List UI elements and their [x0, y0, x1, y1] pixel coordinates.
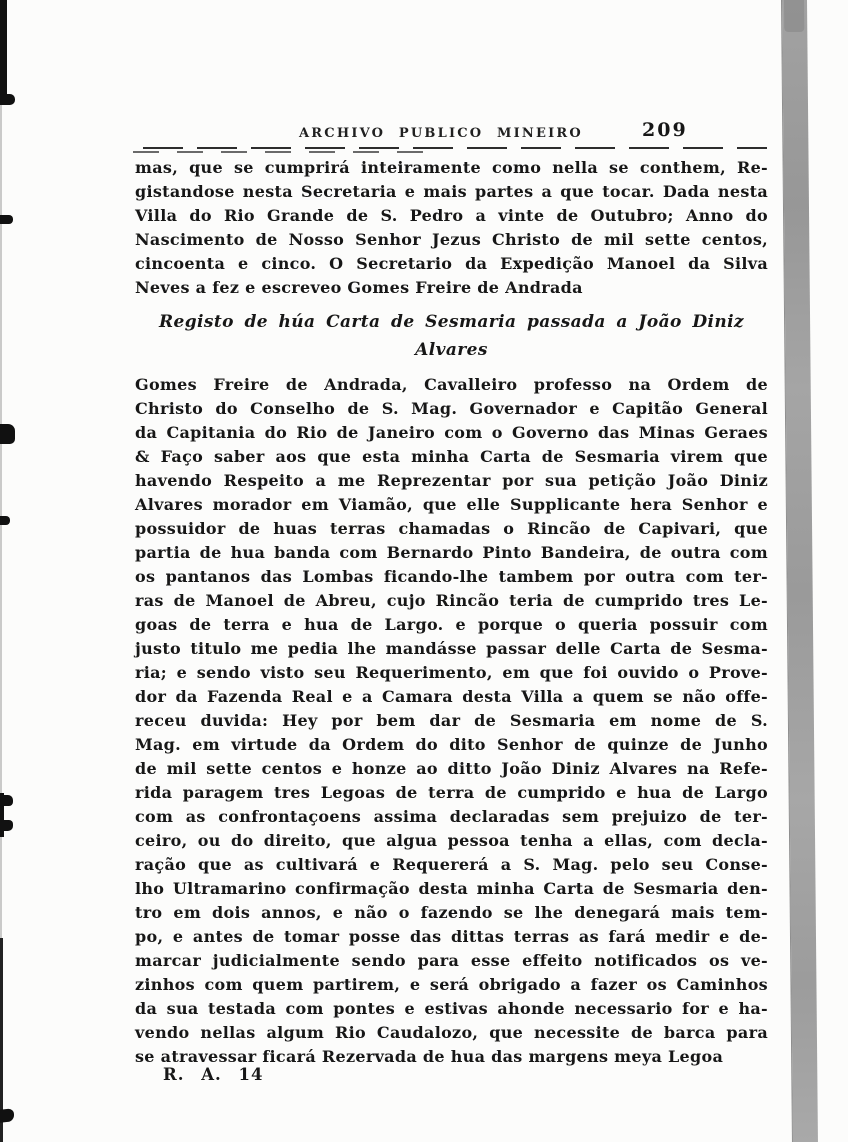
binding-mark: [0, 516, 10, 525]
binding-mark: [0, 1108, 14, 1122]
heading-line: Alvares: [415, 340, 488, 360]
text-line: lho Ultramarino confirmação desta minha Carta de Sesmaria den-: [135, 879, 768, 898]
text-line: gistandose nesta Secretaria e mais partes a que tocar. Dada nesta: [135, 182, 768, 201]
text-line: receu duvida: Hey por bem dar de Sesmaria em nome de S.: [135, 711, 768, 730]
binding-mark: [0, 215, 13, 224]
text-line: po, e antes de tomar posse das dittas terras as fará medir e de-: [135, 927, 768, 946]
text-line: cincoenta e cinco. O Secretario da Expedição Manoel da Silva: [135, 254, 768, 273]
page-edge-strip: [781, 0, 818, 1142]
text-line: Gomes Freire de Andrada, Cavalleiro professo na Ordem de: [135, 375, 768, 394]
text-line: com as confrontaçoens assima declaradas sem prejuizo de ter-: [135, 807, 768, 826]
binding-mark: [0, 820, 13, 831]
text-line: Nascimento de Nosso Senhor Jezus Christo de mil sette centos,: [135, 230, 768, 249]
text-line: zinhos com quem partirem, e será obrigado a fazer os Caminhos: [135, 975, 768, 994]
text-line: Villa do Rio Grande de S. Pedro a vinte de Outubro; Anno do: [135, 206, 768, 225]
text-line: ras de Manoel de Abreu, cujo Rincão teria de cumprido tres Le-: [135, 591, 768, 610]
body-paragraph-2: [135, 373, 768, 1069]
text-line: da sua testada com pontes e estivas ahonde necessario for e ha-: [135, 999, 768, 1018]
text-line: ração que as cultivará e Requererá a S. Mag. pelo seu Conse-: [135, 855, 768, 874]
page-number: 209: [642, 119, 688, 141]
text-line: se atravessar ficará Rezervada de hua das margens meya Legoa: [135, 1047, 724, 1066]
binding-mark: [0, 424, 15, 444]
page-edge-shadow: [784, 0, 804, 32]
text-line: ceiro, ou do direito, que algua pessoa tenha a ellas, com decla-: [135, 831, 768, 850]
sesmaria-heading: [135, 308, 768, 364]
binding-mark: [0, 795, 13, 806]
text-line: Alvares morador em Viamão, que elle Supplicante hera Senhor e: [135, 495, 768, 514]
header-rule: [133, 151, 433, 153]
text-line: os pantanos das Lombas ficando-lhe tambem por outra com ter-: [135, 567, 768, 586]
binding-mark: [0, 0, 7, 98]
text-line: dor da Fazenda Real e a Camara desta Villa a quem se não offe-: [135, 687, 768, 706]
text-line: ria; e sendo visto seu Requerimento, em que foi ouvido o Prove-: [135, 663, 768, 682]
heading-line: Registo de húa Carta de Sesmaria passada a João Diniz: [159, 312, 744, 332]
text-line: & Faço saber aos que esta minha Carta de Sesmaria virem que: [135, 447, 768, 466]
text-line: goas de terra e hua de Largo. e porque o queria possuir com: [135, 615, 768, 634]
body-paragraph-1: [135, 156, 768, 300]
text-line: vendo nellas algum Rio Caudalozo, que necessite de barca para: [135, 1023, 768, 1042]
text-line: Neves a fez e escreveo Gomes Freire de Andrada: [135, 278, 583, 297]
text-line: Christo do Conselho de S. Mag. Governador e Capitão General: [135, 399, 768, 418]
text-line: de mil sette centos e honze ao ditto João Diniz Alvares na Refe-: [135, 759, 768, 778]
text-line: mas, que se cumprirá inteiramente como nella se conthem, Re-: [135, 158, 768, 177]
text-line: tro em dois annos, e não o fazendo se lhe denegará mais tem-: [135, 903, 768, 922]
signature-footer: R. A. 14: [163, 1065, 264, 1084]
text-line: da Capitania do Rio de Janeiro com o Governo das Minas Geraes: [135, 423, 768, 442]
text-line: partia de hua banda com Bernardo Pinto Bandeira, de outra com: [135, 543, 768, 562]
header-rule: [143, 147, 767, 149]
text-line: possuidor de huas terras chamadas o Rincão de Capivari, que: [135, 519, 768, 538]
binding-mark: [0, 94, 15, 105]
journal-header: ARCHIVO PUBLICO MINEIRO: [299, 126, 583, 141]
text-line: marcar judicialmente sendo para esse effeito notificados os ve-: [135, 951, 768, 970]
text-line: justo titulo me pedia lhe mandásse passar delle Carta de Sesma-: [135, 639, 768, 658]
text-line: rida paragem tres Legoas de terra de cumprido e hua de Largo: [135, 783, 768, 802]
text-line: havendo Respeito a me Reprezentar por sua petição João Diniz: [135, 471, 768, 490]
text-line: Mag. em virtude da Ordem do dito Senhor de quinze de Junho: [135, 735, 768, 754]
